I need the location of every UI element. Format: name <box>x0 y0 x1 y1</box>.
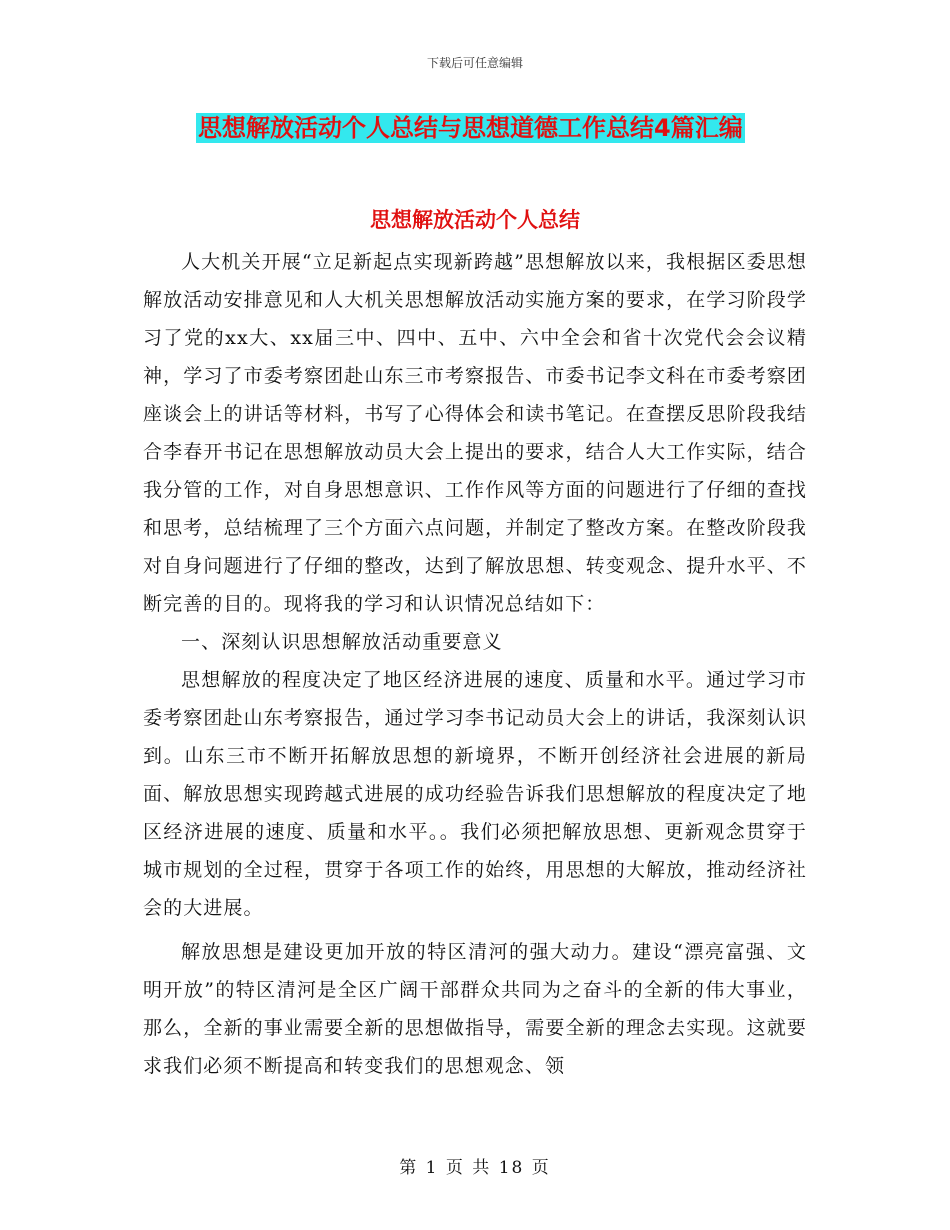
body-paragraph: 思想解放的程度决定了地区经济进展的速度、质量和水平。通过学习市委考察团赴山东考察报告，通过学习李书记动员大会上的讲话，我深刻认识到。山东三市不断开拓解放思想的新境界，不断开创经济社会进展的新局面、解放思想实现跨越式进展的成功经验告诉我们思想解放的程度决定了地区经济进展的速度、质量和水平。。我们必须把解放思想、更新观念贯穿于城市规划的全过程，贯穿于各项工作的始终，用思想的大解放，推动经济社会的大进展。 <box>143 669 807 919</box>
body-paragraph: 解放思想是建设更加开放的特区清河的强大动力。建设“漂亮富强、文明开放”的特区清河是全区广阔干部群众共同为之奋斗的全新的伟大事业，那么，全新的事业需要全新的思想做指导，需要全新的理念去实现。这就要求我们必须不断提高和转变我们的思想观念、领 <box>143 941 807 1077</box>
header-note: 下载后可任意编辑 <box>426 56 523 70</box>
subsection-heading: 一、深刻认识思想解放活动重要意义 <box>181 631 503 653</box>
page-number-footer: 第 1 页 共 18 页 <box>399 1158 551 1178</box>
body-paragraph: 人大机关开展“立足新起点实现新跨越”思想解放以来，我根据区委思想解放活动安排意见和人大机关思想解放活动实施方案的要求，在学习阶段学习了党的xx大、xx届三中、四中、五中、六中全会和省十次党代会会议精神，学习了市委考察团赴山东三市考察报告、市委书记李文科在市委考察团座谈会上的讲话等材料，书写了心得体会和读书笔记。在查摆反思阶段我结合李春开书记在思想解放动员大会上提出的要求，结合人大工作实际，结合我分管的工作，对自身思想意识、工作作风等方面的问题进行了仔细的查找和思考，总结梳理了三个方面六点问题，并制定了整改方案。在整改阶段我对自身问题进行了仔细的整改，达到了解放思想、转变观念、提升水平、不断完善的目的。现将我的学习和认识情况总结如下： <box>143 251 807 615</box>
document-title: 思想解放活动个人总结与思想道德工作总结4篇汇编 <box>198 114 743 142</box>
document-body <box>143 243 807 1085</box>
section-title: 思想解放活动个人总结 <box>370 208 580 232</box>
